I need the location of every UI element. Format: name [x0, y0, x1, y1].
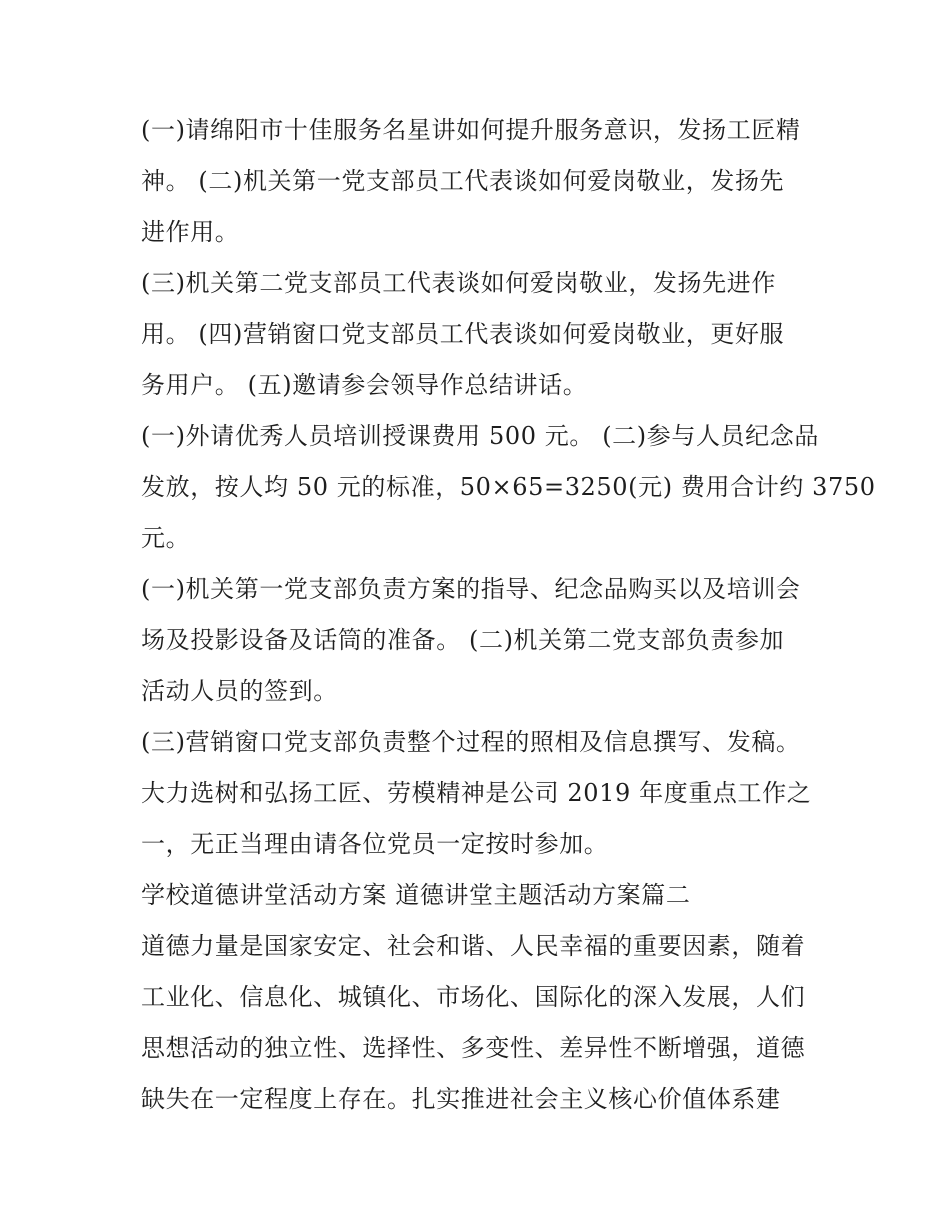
section-heading — [141, 870, 821, 921]
paragraph-program-part2 — [141, 258, 821, 411]
text-line: 工业化、信息化、城镇化、市场化、国际化的深入发展，人们 — [141, 983, 806, 1011]
text-line: (一)外请优秀人员培训授课费用 500 元。 (二)参与人员纪念品 — [141, 422, 819, 450]
text-line: 场及投影设备及话筒的准备。 (二)机关第二党支部负责参加 — [141, 626, 785, 654]
paragraph-program-part1 — [141, 105, 821, 258]
text-line: 用。 (四)营销窗口党支部员工代表谈如何爱岗敬业，更好服 — [141, 320, 785, 348]
text-line: (一)请绵阳市十佳服务名星讲如何提升服务意识，发扬工匠精 — [141, 116, 801, 144]
text-line: 发放，按人均 50 元的标准，50×65=3250(元) 费用合计约 3750 — [141, 473, 876, 501]
paragraph-moral-intro — [141, 921, 821, 1125]
text-line: 进作用。 — [141, 218, 240, 246]
text-line: (三)营销窗口党支部负责整个过程的照相及信息撰写、发稿。 — [141, 728, 801, 756]
text-line: 学校道德讲堂活动方案 道德讲堂主题活动方案篇二 — [141, 881, 691, 909]
text-line: 一，无正当理由请各位党员一定按时参加。 — [141, 830, 609, 858]
text-line: 道德力量是国家安定、社会和谐、人民幸福的重要因素，随着 — [141, 932, 806, 960]
text-line: 缺失在一定程度上存在。扎实推进社会主义核心价值体系建 — [141, 1085, 781, 1113]
text-line: 活动人员的签到。 — [141, 677, 338, 705]
text-line: 神。 (二)机关第一党支部员工代表谈如何爱岗敬业，发扬先 — [141, 167, 785, 195]
text-line: (三)机关第二党支部员工代表谈如何爱岗敬业，发扬先进作 — [141, 269, 776, 297]
paragraph-responsibilities-part1 — [141, 564, 821, 717]
text-line: 思想活动的独立性、选择性、多变性、差异性不断增强，道德 — [141, 1034, 806, 1062]
paragraph-responsibilities-part2 — [141, 717, 821, 768]
text-line: 务用户。 (五)邀请参会领导作总结讲话。 — [141, 371, 588, 399]
document-body — [141, 105, 876, 1125]
text-line: 元。 — [141, 524, 191, 552]
paragraph-budget — [141, 411, 876, 564]
paragraph-attendance-notice — [141, 768, 821, 870]
text-line: 大力选树和弘扬工匠、劳模精神是公司 2019 年度重点工作之 — [141, 779, 812, 807]
text-line: (一)机关第一党支部负责方案的指导、纪念品购买以及培训会 — [141, 575, 801, 603]
